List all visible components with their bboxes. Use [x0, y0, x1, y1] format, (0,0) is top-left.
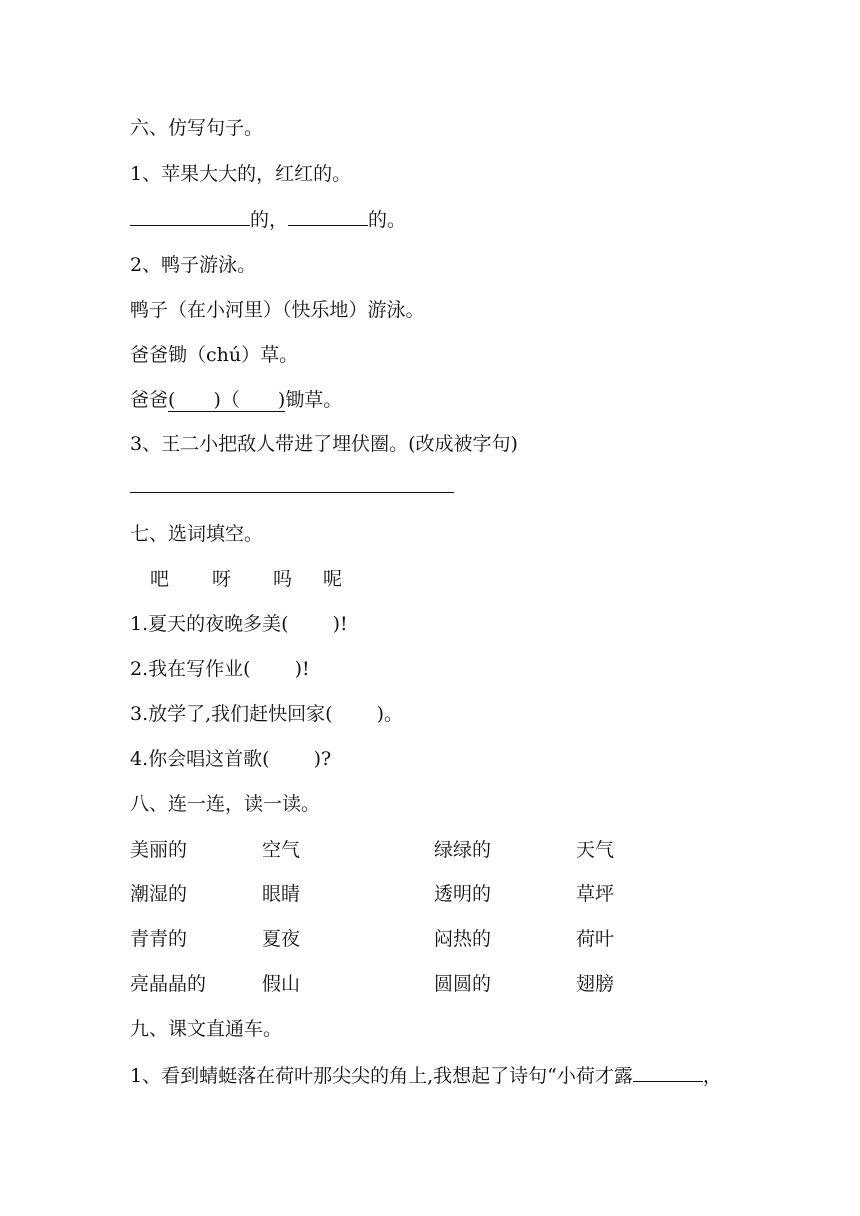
match-word[interactable]: 假山 — [262, 973, 301, 995]
s6-question-2-fill: 爸爸( )（ )锄草。 — [130, 389, 343, 411]
match-word[interactable]: 翅膀 — [576, 973, 615, 995]
section-6-heading: 六、仿写句子。 — [130, 117, 264, 139]
blank-parentheses[interactable]: ( )（ ) — [168, 389, 286, 411]
section-9-heading: 九、课文直通车。 — [130, 1018, 283, 1040]
word-choice: 呢 — [323, 568, 343, 590]
match-word[interactable]: 青青的 — [130, 928, 188, 950]
match-word[interactable]: 天气 — [576, 839, 615, 861]
word-choice: 吧 — [150, 568, 170, 590]
s6-question-1-fill: 的， 的。 — [130, 207, 406, 232]
s7-item: 3.放学了,我们赶快回家( )。 — [130, 703, 404, 725]
s7-item: 2.我在写作业( )! — [130, 658, 310, 680]
match-word[interactable]: 荷叶 — [576, 928, 615, 950]
s7-item: 1.夏天的夜晚多美( )! — [130, 613, 348, 635]
s9-question-1: 1、看到蜻蜓落在荷叶那尖尖的角上,我想起了诗句“小荷才露 ， — [130, 1065, 722, 1087]
word-choice: 呀 — [212, 568, 232, 590]
answer-line[interactable] — [130, 492, 454, 493]
match-word[interactable]: 美丽的 — [130, 839, 188, 861]
match-word[interactable]: 空气 — [262, 839, 301, 861]
match-word[interactable]: 亮晶晶的 — [130, 973, 207, 995]
blank-line[interactable] — [130, 207, 250, 226]
section-7-heading: 七、选词填空。 — [130, 523, 264, 545]
s7-item: 4.你会唱这首歌( )? — [130, 748, 332, 770]
s6-question-3: 3、王二小把敌人带进了埋伏圈。(改成被字句) — [130, 433, 518, 455]
match-word[interactable]: 圆圆的 — [434, 973, 492, 995]
word-choice: 吗 — [273, 568, 293, 590]
blank-line[interactable] — [633, 1063, 703, 1082]
section-8-heading: 八、连一连，读一读。 — [130, 793, 321, 815]
match-word[interactable]: 草坪 — [576, 883, 615, 905]
match-word[interactable]: 夏夜 — [262, 928, 301, 950]
s6-question-2-example-2: 爸爸锄（chú）草。 — [130, 344, 299, 366]
match-word[interactable]: 闷热的 — [434, 928, 492, 950]
blank-line[interactable] — [288, 207, 368, 226]
match-word[interactable]: 潮湿的 — [130, 883, 188, 905]
s6-question-2: 2、鸭子游泳。 — [130, 254, 257, 276]
s6-question-1: 1、苹果大大的，红红的。 — [130, 163, 352, 185]
s6-question-2-example: 鸭子（在小河里）（快乐地）游泳。 — [130, 299, 425, 321]
match-word[interactable]: 透明的 — [434, 883, 492, 905]
match-word[interactable]: 绿绿的 — [434, 839, 492, 861]
match-word[interactable]: 眼睛 — [262, 883, 301, 905]
